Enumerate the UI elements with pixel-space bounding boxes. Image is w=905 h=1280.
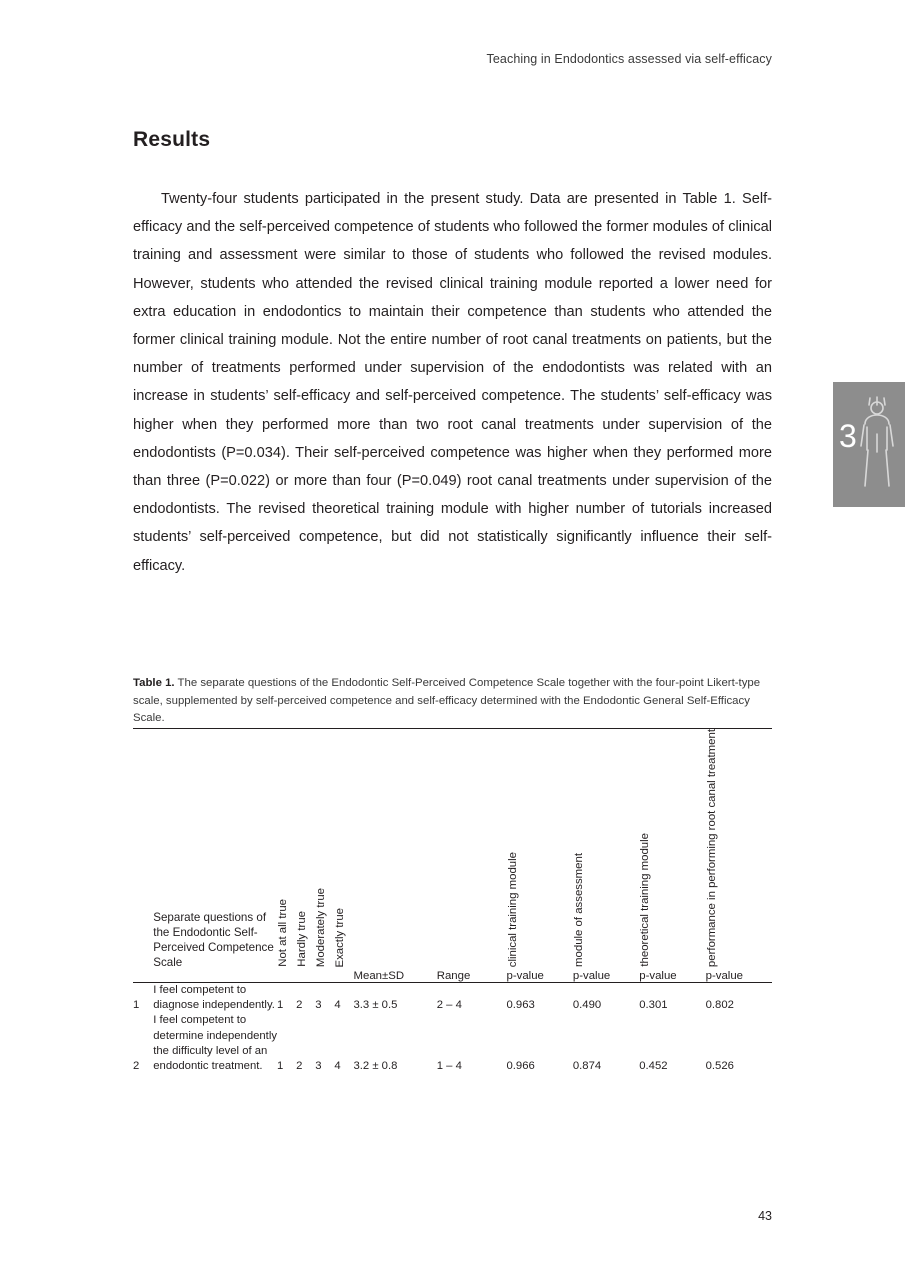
chapter-number: 3 — [839, 418, 857, 454]
subheader-pvalue-1: p-value — [506, 970, 544, 983]
row-pvalue-4: 0.802 — [705, 999, 734, 1012]
table-subheader-row — [133, 970, 772, 982]
row-likert-3: 3 — [315, 999, 322, 1012]
header-likert-3 — [315, 729, 334, 970]
header-theoretical-training-module — [639, 729, 705, 970]
table-caption — [133, 675, 772, 728]
running-head: Teaching in Endodontics assessed via self-efficacy — [486, 52, 772, 66]
header-likert-3-label: Moderately true — [315, 887, 328, 968]
header-performance-root-canal-label: performance in performing root canal treatment — [705, 729, 718, 968]
header-likert-4 — [334, 729, 353, 970]
row-pvalue-4: 0.526 — [705, 1060, 734, 1073]
page-number: 43 — [758, 1209, 772, 1223]
row-likert-1: 1 — [277, 999, 284, 1012]
row-question: I feel competent to determine independently the difficulty level of an endodontic treatment. — [153, 1014, 277, 1073]
header-likert-1-label: Not at all true — [277, 899, 289, 968]
chapter-thumb-tab — [833, 382, 905, 507]
header-clinical-training-module — [507, 729, 573, 970]
header-likert-2 — [296, 729, 315, 970]
row-likert-2: 2 — [296, 1060, 303, 1073]
row-number: 2 — [133, 1060, 140, 1073]
table-caption-label: Table 1. — [133, 677, 175, 689]
header-performance-root-canal — [706, 729, 772, 970]
header-likert-1 — [277, 729, 296, 970]
body-figure-icon — [855, 394, 899, 494]
header-question: Separate questions of the Endodontic Self-Perceived Competence Scale — [153, 911, 274, 970]
table-body-grid — [133, 983, 772, 1074]
subheader-l2 — [296, 970, 315, 982]
row-pvalue-1: 0.963 — [506, 999, 535, 1012]
table-caption-text: The separate questions of the Endodontic Self-Perceived Competence Scale together with the four-point Likert-type scale, supplemented by self-perceived competence and self-efficacy determined with the Endodontic General Self-Efficacy Scale. — [133, 677, 761, 724]
row-likert-3: 3 — [315, 1060, 322, 1073]
paragraph-text: Twenty-four students participated in the present study. Data are presented in Table 1. Self-efficacy and the self-perceived competence of students who followed the former modules of clinical training and assessment were similar to those of students who followed the revised modules. However, students who attended the revised clinical training module reported a lower need for extra education in endodontics to maintain their competence than students who attended the former clinical training module. Not the entire number of root canal treatments on patients, but the number of treatments performed under supervision of the endodontists was related with an increase in students’ self-efficacy and self-perceived competence. The students’ self-efficacy was higher when they performed more than two root canal treatments under supervision of the endodontists (P=0.034). Their self-perceived competence was higher when they performed more than three (P=0.022) or more than four (P=0.049) root canal treatments under supervision of the endodontists. The revised theoretical training module with higher number of tutorials increased students’ self-perceived competence, but did not statistically significantly influence their self-efficacy. — [133, 191, 772, 574]
row-pvalue-2: 0.874 — [572, 1060, 602, 1073]
header-module-of-assessment — [573, 729, 639, 970]
header-clinical-training-module-label: clinical training module — [506, 851, 519, 968]
row-likert-1: 1 — [277, 1060, 284, 1073]
row-number: 1 — [133, 999, 140, 1012]
row-question: I feel competent to diagnose independently. — [153, 984, 275, 1012]
subheader-l1 — [277, 970, 296, 982]
subheader-pvalue-2: p-value — [572, 970, 611, 983]
subheader-pvalue-3: p-value — [639, 970, 677, 983]
row-likert-4: 4 — [334, 1060, 341, 1073]
subheader-mean: Mean±SD — [353, 970, 405, 983]
table-head — [133, 729, 772, 982]
table-row — [133, 983, 772, 1013]
row-likert-2: 2 — [296, 999, 303, 1012]
row-pvalue-3: 0.452 — [639, 1060, 668, 1073]
row-mean-sd: 3.2 ± 0.8 — [353, 1060, 398, 1073]
row-range: 1 – 4 — [436, 1060, 462, 1073]
subheader-range: Range — [436, 970, 471, 983]
subheader-question — [153, 970, 277, 982]
row-likert-4: 4 — [334, 999, 341, 1012]
row-range: 2 – 4 — [436, 999, 462, 1012]
results-table — [133, 728, 772, 1074]
header-likert-4-label: Exactly true — [334, 907, 347, 968]
row-mean-sd: 3.3 ± 0.5 — [353, 999, 398, 1012]
subheader-index — [133, 970, 153, 982]
page-title: Results — [133, 128, 211, 151]
header-range — [437, 729, 507, 970]
row-pvalue-1: 0.966 — [506, 1060, 535, 1073]
header-mean — [354, 729, 437, 970]
header-module-of-assessment-label: module of assessment — [572, 853, 585, 968]
table-row — [133, 1013, 772, 1074]
header-index — [133, 729, 153, 970]
subheader-l3 — [315, 970, 334, 982]
row-pvalue-3: 0.301 — [639, 999, 668, 1012]
header-likert-2-label: Hardly true — [296, 911, 309, 968]
row-pvalue-2: 0.490 — [572, 999, 602, 1012]
subheader-l4 — [334, 970, 353, 982]
body-paragraph — [133, 185, 772, 580]
table-header-row — [133, 729, 772, 970]
header-theoretical-training-module-label: theoretical training module — [639, 833, 652, 968]
subheader-pvalue-4: p-value — [705, 970, 743, 983]
table-grid — [133, 729, 772, 982]
